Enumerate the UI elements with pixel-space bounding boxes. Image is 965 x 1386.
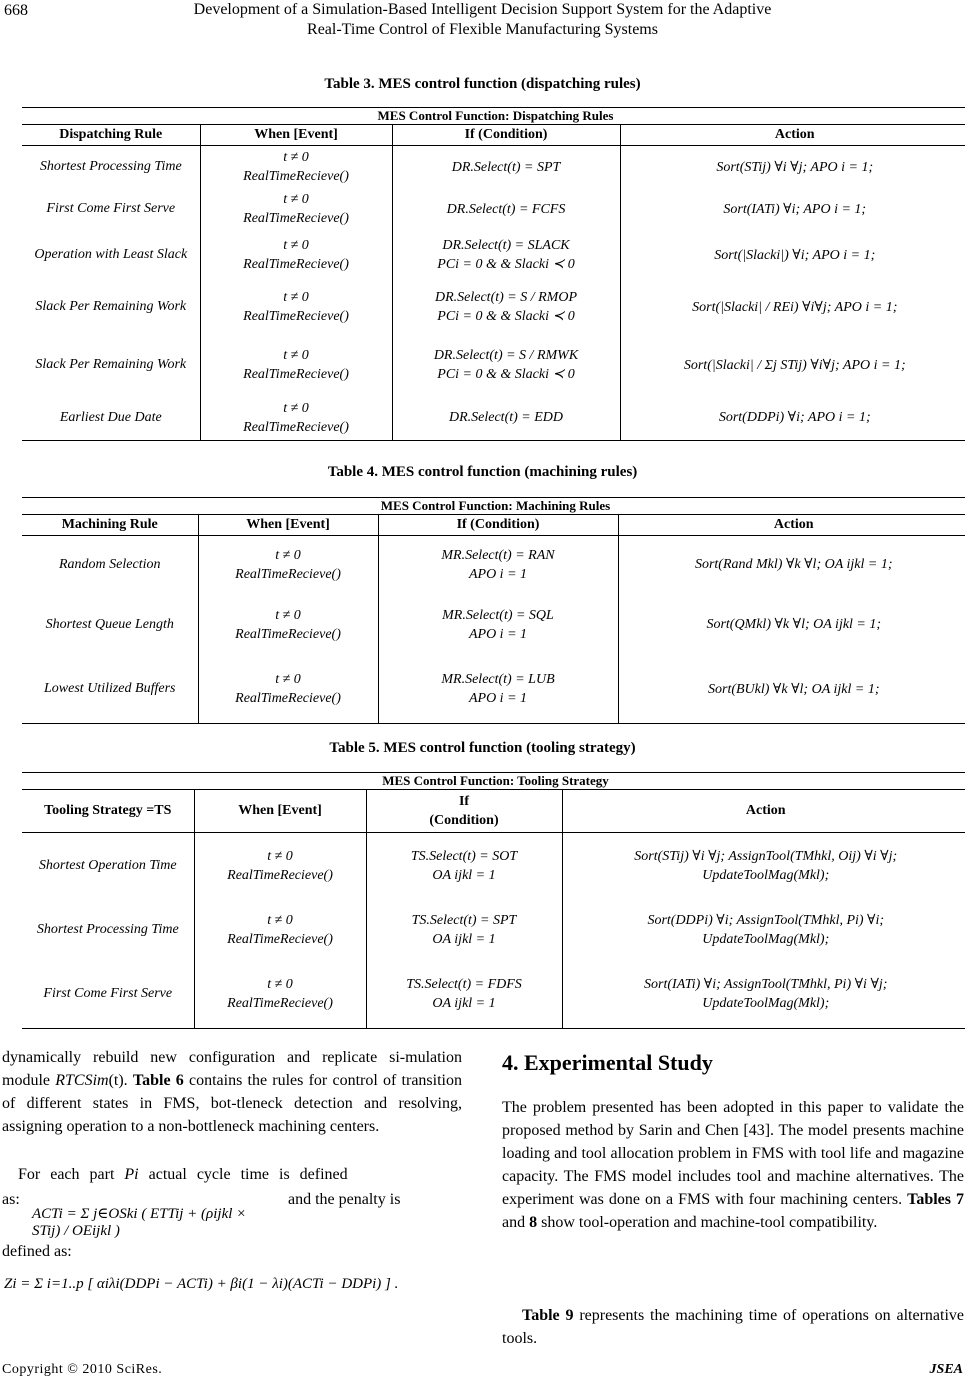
penalty-formula: Zi = Σ i=1..p [ αiλi(DDPi − ACTi) + βi(1 − λi)(ACTi − DDPi) ] .: [4, 1276, 399, 1292]
if-condition: MR.Select(t) = LUB: [441, 672, 555, 688]
when-event: RealTimeRecieve(): [243, 257, 349, 272]
when-condition: t ≠ 0: [283, 290, 309, 305]
action: Sort(IATi) ∀i; AssignTool(TMhkl, Pi) ∀i ∀j;: [644, 977, 888, 993]
when-event: RealTimeRecieve(): [243, 367, 349, 382]
rule-name: Lowest Utilized Buffers: [22, 656, 198, 724]
rule-name: Slack Per Remaining Work: [35, 299, 187, 314]
when-condition: t ≠ 0: [283, 150, 309, 165]
when-condition: t ≠ 0: [283, 400, 309, 416]
table4: [22, 497, 965, 724]
when-event: RealTimeRecieve(): [243, 211, 349, 226]
table3-header-action: Action: [620, 125, 965, 146]
when-condition: t ≠ 0: [275, 672, 301, 688]
table4-header-if: If (Condition): [378, 515, 618, 536]
if-condition: DR.Select(t) = S / RMOP: [434, 290, 577, 305]
if-condition-2: OA ijkl = 1: [432, 931, 496, 947]
header-line-1: Development of a Simulation-Based Intelligent Decision Support System for the Adaptive: [193, 1, 772, 18]
left-as-label: as:: [2, 1191, 20, 1208]
left-paragraph-2: For each part Pi actual cycle time is defined: [18, 1166, 348, 1183]
table5: [22, 772, 965, 1029]
copyright: Copyright © 2010 SciRes.: [2, 1362, 163, 1377]
when-condition: t ≠ 0: [283, 192, 309, 207]
running-header: [0, 0, 965, 40]
right-paragraph-2: Table 9 represents the machining time of operations on alternative tools.: [502, 1307, 964, 1347]
table5-header-when: When [Event]: [194, 790, 366, 833]
when-condition: t ≠ 0: [267, 848, 293, 864]
when-condition: t ≠ 0: [275, 547, 301, 563]
table-row: [22, 334, 965, 396]
table-row: [22, 396, 965, 440]
table4-caption: Table 4. MES control function (machining rules): [327, 464, 638, 480]
table3-header-rule: Dispatching Rule: [22, 125, 200, 146]
when-event: RealTimeRecieve(): [243, 419, 349, 435]
if-condition: TS.Select(t) = SPT: [411, 912, 517, 928]
right-paragraph-1: The problem presented has been adopted in this paper to validate the proposed method by Sarin and Chen [43]. The model presents machine loading and tool allocation problem in FMS with tool life and magazine capacity. The FMS model includes tool and machine alternatives. The experiment was done on a FMS with four machining centers. Tables 7 and 8 show tool-operation and machine-tool compatibility.: [502, 1099, 964, 1231]
when-condition: t ≠ 0: [283, 348, 309, 363]
when-condition: t ≠ 0: [267, 912, 293, 928]
table-row: [22, 833, 965, 899]
table-row: [22, 961, 965, 1029]
left-penalty-text: and the penalty is: [288, 1191, 401, 1208]
page-number: 668: [4, 2, 28, 19]
when-event: RealTimeRecieve(): [235, 566, 341, 582]
left-defined-as: defined as:: [2, 1243, 72, 1260]
action-2: UpdateToolMag(Mkl);: [702, 867, 830, 883]
when-event: RealTimeRecieve(): [243, 309, 349, 324]
if-condition: DR.Select(t) = FCFS: [446, 201, 566, 217]
left-paragraph-1: dynamically rebuild new configuration and replicate si-mulation module RTCSim(t). Table 6 contains the rules for control of transition of different states in FMS, bot-tleneck detection and resolving, assigning operation to a non-bottleneck machining centers.: [2, 1049, 462, 1135]
rule-name: Slack Per Remaining Work: [35, 357, 187, 372]
table4-title: MES Control Function: Machining Rules: [22, 498, 965, 515]
if-condition-2: PCi = 0 & & Slacki ≺ 0: [437, 257, 575, 272]
rule-name: First Come First Serve: [22, 961, 194, 1029]
table-row: [22, 146, 965, 189]
when-event: RealTimeRecieve(): [235, 691, 341, 707]
table-row: [22, 594, 965, 656]
if-condition: TS.Select(t) = SOT: [410, 848, 518, 864]
table3-header-if: If (Condition): [392, 125, 620, 146]
if-condition-2: OA ijkl = 1: [432, 867, 496, 883]
rule-name: Operation with Least Slack: [34, 247, 188, 262]
table3: [22, 107, 965, 441]
action: Sort(|Slacki|) ∀i; APO i = 1;: [620, 230, 965, 280]
table5-header-action: Action: [562, 790, 965, 833]
rule-name: Shortest Queue Length: [45, 616, 174, 632]
action: Sort(Rand Mkl) ∀k ∀l; OA ijkl = 1;: [618, 536, 965, 594]
action-2: UpdateToolMag(Mkl);: [702, 996, 830, 1012]
table3-caption: Table 3. MES control function (dispatching rules): [324, 76, 641, 92]
if-condition-2: APO i = 1: [468, 626, 528, 642]
if-condition-2: PCi = 0 & & Slacki ≺ 0: [437, 309, 575, 324]
journal-name: JSEA: [929, 1362, 963, 1377]
table-row: [22, 656, 965, 724]
if-condition: MR.Select(t) = RAN: [441, 547, 555, 563]
rule-name: Shortest Processing Time: [39, 159, 182, 174]
when-event: RealTimeRecieve(): [227, 867, 333, 883]
if-condition-2: OA ijkl = 1: [432, 996, 496, 1012]
act-formula: ACTi = Σ j∈OSki ( ETTij + (ρijkl × STij) / OEijkl ): [32, 1206, 247, 1239]
rule-name: First Come First Serve: [46, 201, 176, 216]
action: Sort(DDPi) ∀i; AssignTool(TMhkl, Pi) ∀i;: [647, 912, 885, 928]
if-condition-2: PCi = 0 & & Slacki ≺ 0: [437, 367, 575, 382]
action: Sort(STij) ∀i ∀j; APO i = 1;: [620, 146, 965, 189]
if-condition: DR.Select(t) = SPT: [451, 159, 561, 175]
when-event: RealTimeRecieve(): [243, 169, 349, 184]
when-event: RealTimeRecieve(): [227, 931, 333, 947]
when-condition: t ≠ 0: [275, 607, 301, 623]
action: Sort(STij) ∀i ∀j; AssignTool(TMhkl, Oij) ∀i ∀j;: [634, 848, 898, 864]
when-condition: t ≠ 0: [283, 238, 309, 253]
table5-header-if: If (Condition): [366, 790, 562, 833]
table4-header-rule: Machining Rule: [22, 515, 198, 536]
action: Sort(IATi) ∀i; APO i = 1;: [620, 188, 965, 230]
table5-header-rule: Tooling Strategy =TS: [22, 790, 194, 833]
table3-header-when: When [Event]: [200, 125, 392, 146]
when-event: RealTimeRecieve(): [227, 996, 333, 1012]
action: Sort(DDPi) ∀i; APO i = 1;: [620, 396, 965, 440]
table4-header-action: Action: [618, 515, 965, 536]
if-condition-2: APO i = 1: [468, 691, 528, 707]
if-condition-2: APO i = 1: [468, 566, 528, 582]
action: Sort(|Slacki| / REi) ∀i∀j; APO i = 1;: [620, 280, 965, 334]
if-condition: DR.Select(t) = S / RMWK: [433, 348, 579, 363]
action-2: UpdateToolMag(Mkl);: [702, 931, 830, 947]
table3-title: MES Control Function: Dispatching Rules: [22, 108, 965, 125]
rule-name: Random Selection: [59, 556, 161, 572]
when-event: RealTimeRecieve(): [235, 626, 341, 642]
rule-name: Shortest Processing Time: [36, 921, 179, 937]
table-row: [22, 280, 965, 334]
table-row: [22, 230, 965, 280]
if-condition: MR.Select(t) = SQL: [442, 607, 554, 623]
section-heading: 4. Experimental Study: [502, 1050, 713, 1075]
action: Sort(|Slacki| / Σj STij) ∀i∀j; APO i = 1;: [620, 334, 965, 396]
if-condition: TS.Select(t) = FDFS: [406, 977, 522, 993]
action: Sort(QMkl) ∀k ∀l; OA ijkl = 1;: [618, 594, 965, 656]
table-row: [22, 536, 965, 594]
header-line-2: Real-Time Control of Flexible Manufacturing Systems: [307, 21, 658, 38]
if-condition: DR.Select(t) = SLACK: [442, 238, 570, 253]
table-row: [22, 899, 965, 961]
table5-title: MES Control Function: Tooling Strategy: [22, 773, 965, 790]
table-row: [22, 188, 965, 230]
action: Sort(BUkl) ∀k ∀l; OA ijkl = 1;: [618, 656, 965, 724]
when-condition: t ≠ 0: [267, 977, 293, 993]
rule-name: Shortest Operation Time: [38, 857, 177, 873]
if-condition: DR.Select(t) = EDD: [448, 410, 564, 426]
rule-name: Earliest Due Date: [22, 396, 200, 440]
table5-caption: Table 5. MES control function (tooling strategy): [329, 740, 636, 756]
table4-header-when: When [Event]: [198, 515, 378, 536]
